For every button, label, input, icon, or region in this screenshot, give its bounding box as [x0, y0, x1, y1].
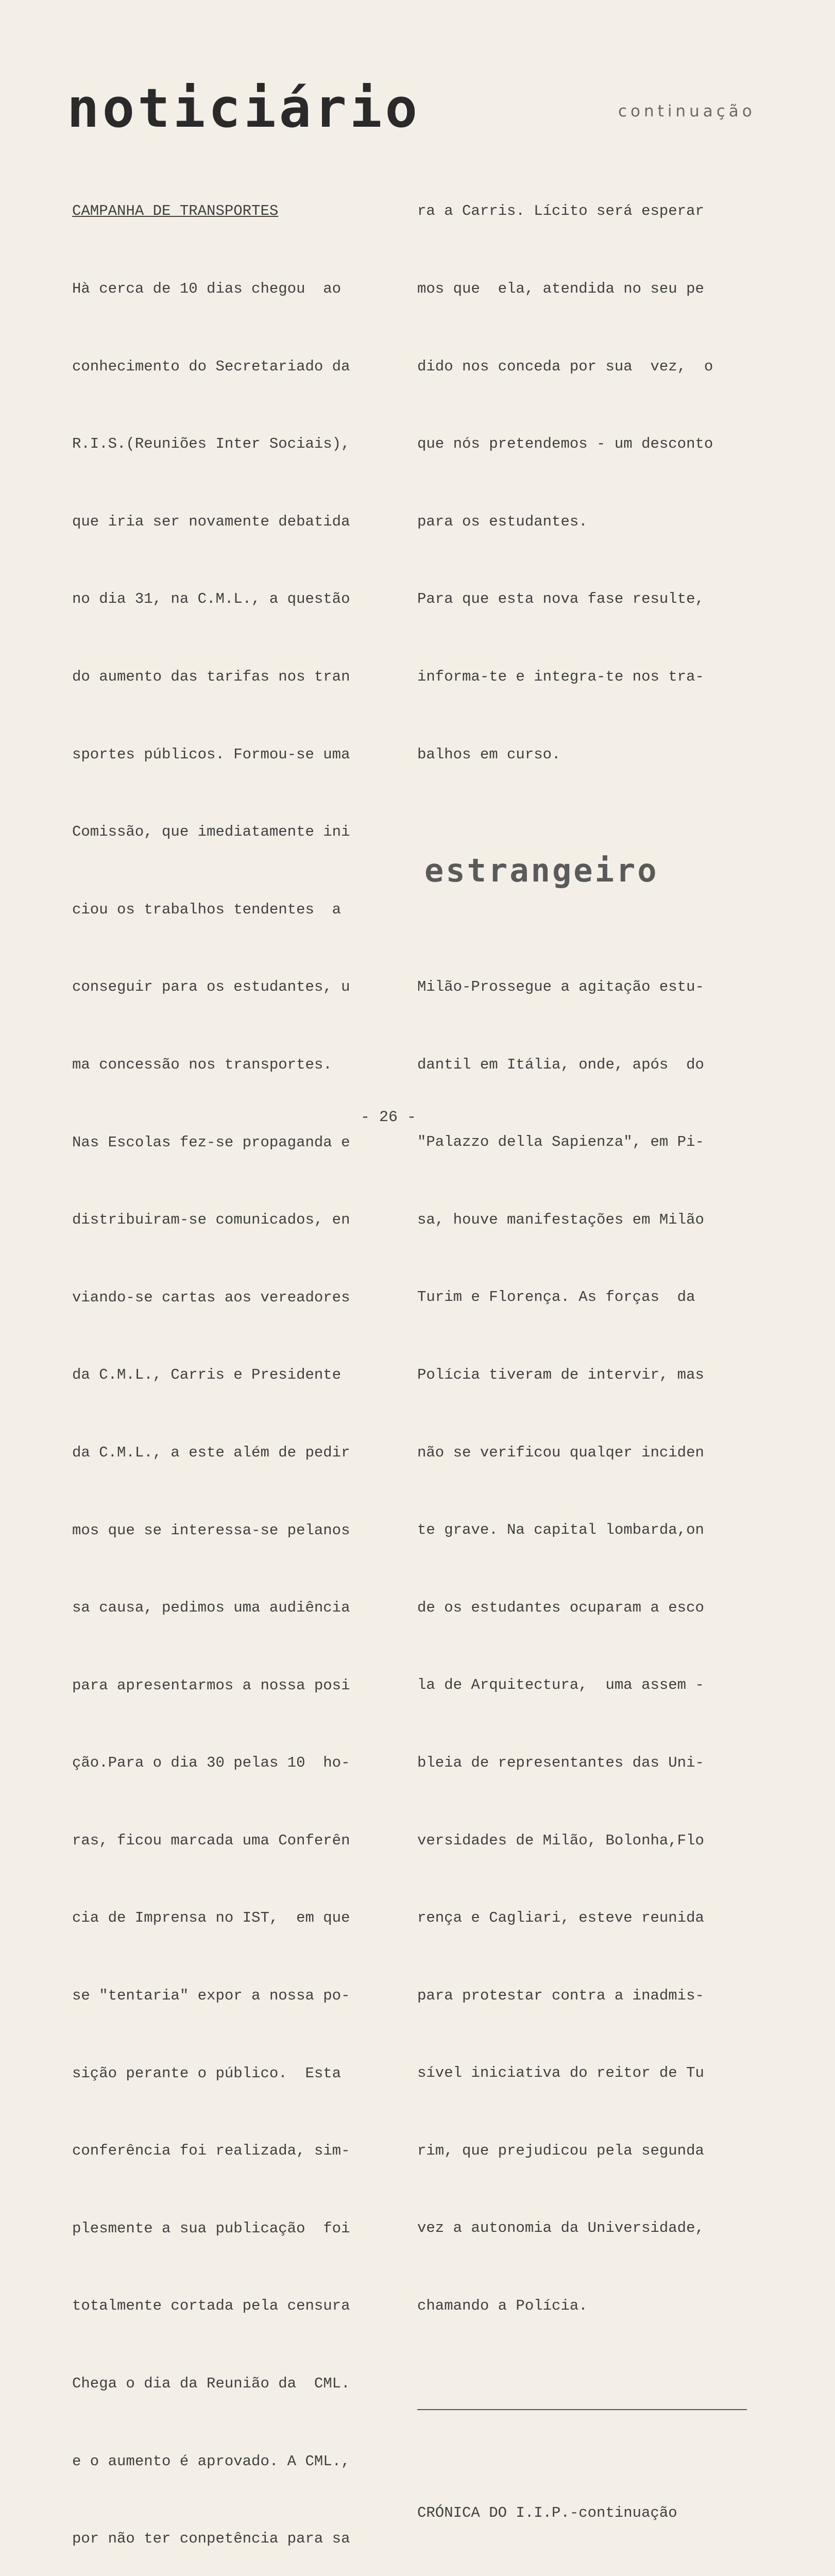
text-line: sição perante o público. Esta	[72, 2064, 342, 2082]
masthead-title: noticiário	[67, 77, 421, 140]
text-line: de os estudantes ocuparam a esco	[417, 1599, 704, 1616]
text-line: da C.M.L., Carris e Presidente	[72, 1366, 342, 1384]
text-line: para apresentarmos a nossa posi	[72, 1676, 350, 1694]
text-line: viando-se cartas aos vereadores	[72, 1289, 350, 1306]
text-line: sa, houve manifestações em Milão	[417, 1211, 704, 1228]
text-line: R.I.S.(Reuniões Inter Sociais),	[72, 435, 350, 453]
text-line: balhos em curso.	[417, 745, 561, 763]
text-line: Chega o dia da Reunião da CML.	[72, 2375, 350, 2393]
section-divider	[417, 2397, 768, 2422]
text-line: la de Arquitectura, uma assem -	[417, 1676, 704, 1694]
text-line: distribuiram-se comunicados, en	[72, 1211, 350, 1229]
text-line: não se verificou qualqer inciden	[417, 1444, 704, 1461]
section-title-estrangeiro: estrangeiro	[424, 852, 659, 890]
text-line: para os estudantes.	[417, 513, 588, 530]
text-line: "Palazzo della Sapienza", em Pi-	[417, 1133, 704, 1151]
text-line: vez a autonomia da Universidade,	[417, 2219, 704, 2237]
text-line: por não ter conpetência para sa	[72, 2530, 350, 2548]
text-line: Hà cerca de 10 dias chegou ao	[72, 280, 342, 297]
text-line: no dia 31, na C.M.L., a questão	[72, 590, 350, 608]
text-line: plesmente a sua publicação foi	[72, 2219, 350, 2237]
text-line: sa causa, pedimos uma audiência	[72, 1599, 350, 1617]
right-column	[417, 147, 768, 2576]
text-line: conferência foi realizada, sim-	[72, 2142, 350, 2160]
left-column	[72, 147, 402, 2576]
text-line: dantil em Itália, onde, após do	[417, 1056, 704, 1073]
text-line: Para que esta nova fase resulte,	[417, 590, 704, 608]
text-line: informa-te e integra-te nos tra-	[417, 668, 704, 685]
text-line: da C.M.L., a este além de pedir	[72, 1444, 350, 1461]
section-heading-transportes: CAMPANHA DE TRANSPORTES	[72, 202, 279, 220]
text-line: ma concessão nos transportes.	[72, 1056, 332, 1073]
text-line: se "tentaria" expor a nossa po-	[72, 1987, 350, 2005]
text-line: rim, que prejudicou pela segunda	[417, 2142, 704, 2159]
text-line: dido nos conceda por sua vez, o	[417, 358, 713, 375]
text-line: mos que ela, atendida no seu pe	[417, 280, 704, 297]
text-line: totalmente cortada pela censura	[72, 2297, 350, 2315]
text-line: conhecimento do Secretariado da	[72, 358, 350, 375]
page-number: - 26 -	[361, 1109, 417, 1126]
text-line: bleia de representantes das Uni-	[417, 1754, 704, 1771]
text-line: ção.Para o dia 30 pelas 10 ho-	[72, 1754, 350, 1772]
text-line: Milão-Prossegue a agitação estu-	[417, 978, 704, 995]
text-line: que nós pretendemos - um desconto	[417, 435, 713, 453]
text-line: ras, ficou marcada uma Conferên	[72, 1832, 350, 1849]
text-line: chamando a Polícia.	[417, 2297, 588, 2315]
text-line: conseguir para os estudantes, u	[72, 978, 350, 996]
text-line: versidades de Milão, Bolonha,Flo	[417, 1832, 704, 1849]
text-line: ciou os trabalhos tendentes a	[72, 901, 342, 918]
text-line: que iria ser novamente debatida	[72, 513, 350, 530]
text-line: Turim e Florença. As forças da	[417, 1289, 695, 1306]
text-line: sportes públicos. Formou-se uma	[72, 745, 350, 763]
text-line: para protestar contra a inadmis-	[417, 1987, 704, 2004]
text-line: Nas Escolas fez-se propaganda e	[72, 1133, 350, 1151]
text-line: ra a Carris. Lícito será esperar	[417, 202, 704, 220]
text-line: do aumento das tarifas nos tran	[72, 668, 350, 685]
text-line: mos que se interessa-se pelanos	[72, 1521, 350, 1539]
text-line: e o aumento é aprovado. A CML.,	[72, 2452, 350, 2470]
text-line: CRÓNICA DO I.I.P.-continuação	[417, 2504, 677, 2521]
text-line: sível iniciativa do reitor de Tu	[417, 2064, 704, 2082]
masthead-subtitle: continuação	[618, 102, 756, 121]
text-line: cia de Imprensa no IST, em que	[72, 1909, 350, 1927]
text-line: rença e Cagliari, esteve reunida	[417, 1909, 704, 1927]
text-line: te grave. Na capital lombarda,on	[417, 1521, 704, 1539]
text-line: Comissão, que imediatamente ini	[72, 823, 350, 841]
text-line: Polícia tiveram de intervir, mas	[417, 1366, 704, 1383]
